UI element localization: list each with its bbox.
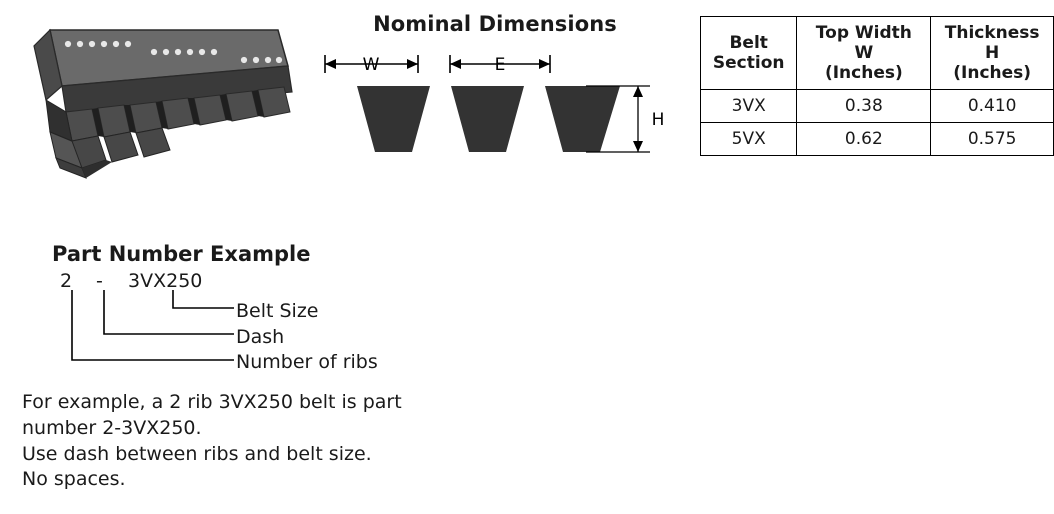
leader-belt-size: [173, 290, 234, 308]
belt-cross-section-profile: [322, 86, 620, 152]
belt-illustration: [20, 8, 320, 188]
part-number-size-value: 3VX250: [128, 270, 203, 292]
dimension-h-label: H: [651, 110, 665, 130]
header-top-width-line2: W: [854, 42, 874, 63]
belt-illustration-svg: [20, 8, 320, 188]
cell-thickness: 0.410: [931, 90, 1054, 123]
leader-dash: [104, 290, 234, 334]
header-top-width-line1: Top Width: [815, 22, 912, 43]
leader-ribs: [72, 290, 234, 360]
callout-number-of-ribs: Number of ribs: [236, 351, 378, 373]
usage-note-line-1: For example, a 2 rib 3VX250 belt is part: [22, 391, 402, 413]
header-thickness-line3: (Inches): [953, 63, 1032, 84]
cell-belt-section: 5VX: [701, 123, 797, 156]
part-number-example-title: Part Number Example: [52, 242, 311, 266]
table-row: [701, 90, 1054, 123]
usage-note: [22, 390, 442, 493]
cell-thickness: 0.575: [931, 123, 1054, 156]
header-belt-section: [701, 17, 797, 90]
header-belt-section-line2: Section: [712, 53, 785, 73]
callout-dash: Dash: [236, 326, 285, 348]
table-header-row: [701, 17, 1054, 90]
cell-belt-section: 3VX: [701, 90, 797, 123]
nominal-dimensions-svg: [310, 42, 680, 182]
cell-top-width: 0.62: [797, 123, 931, 156]
header-thickness-line1: Thickness: [944, 22, 1040, 43]
belt-specification-table: [700, 16, 1054, 156]
callout-belt-size: Belt Size: [236, 300, 319, 322]
part-number-dash-value: -: [96, 270, 103, 292]
dimension-e-label: E: [494, 55, 506, 75]
nominal-dimensions-title: Nominal Dimensions: [373, 12, 617, 36]
header-thickness-line2: H: [985, 42, 1000, 63]
table-row: [701, 123, 1054, 156]
part-number-ribs-value: 2: [60, 270, 73, 292]
nominal-dimensions-figure: [310, 42, 680, 182]
header-thickness: [931, 17, 1054, 90]
cell-top-width: 0.38: [797, 90, 931, 123]
header-belt-section-line1: Belt: [729, 32, 768, 53]
usage-note-line-2: number 2-3VX250.: [22, 416, 202, 439]
usage-note-line-3: Use dash between ribs and belt size.: [22, 442, 372, 465]
header-top-width: [797, 17, 931, 90]
header-top-width-line3: (Inches): [824, 63, 903, 84]
usage-note-line-4: No spaces.: [22, 468, 126, 491]
dimension-w-label: W: [362, 55, 380, 75]
